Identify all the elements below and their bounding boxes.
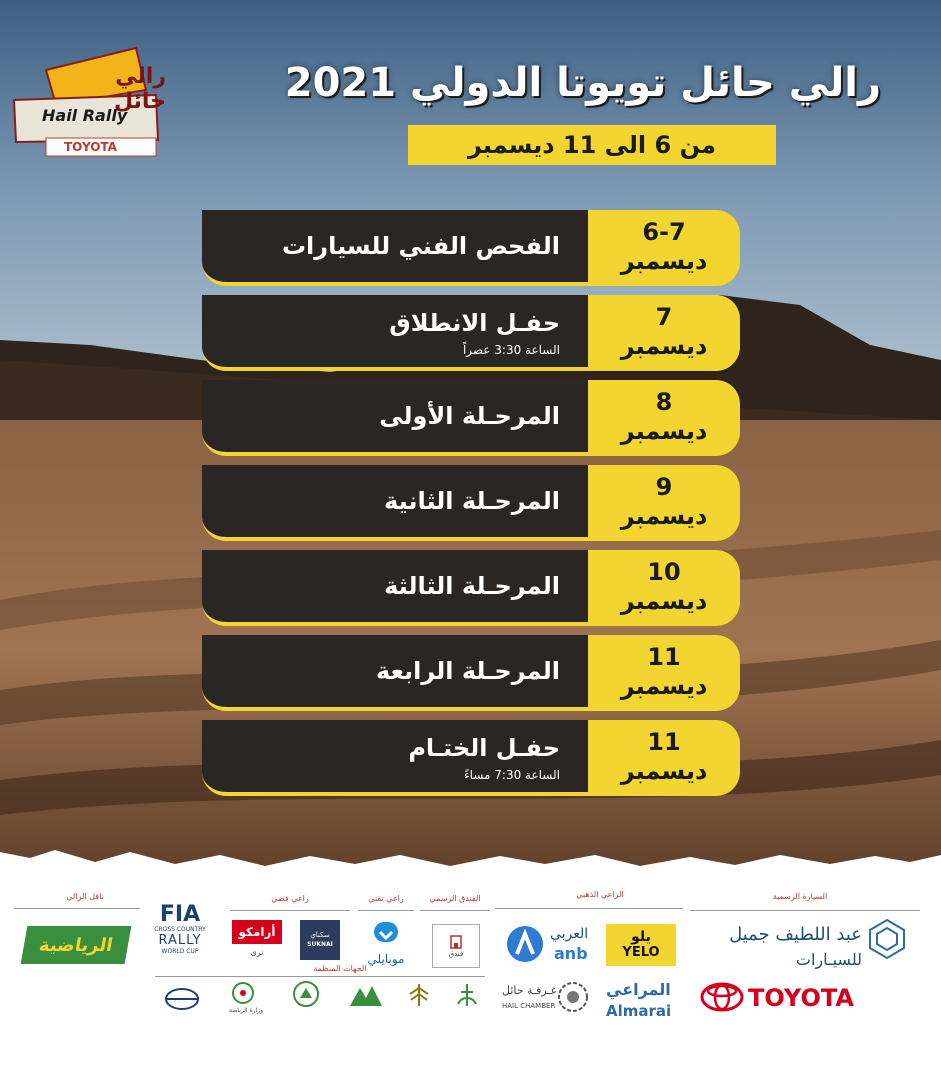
ministry-icon <box>230 980 256 1006</box>
divider <box>155 976 485 977</box>
divider <box>495 908 683 909</box>
organizers-label: الجهات المنظمة <box>313 964 367 973</box>
event-bar <box>202 550 592 626</box>
divider <box>358 910 414 911</box>
event-bar <box>202 380 592 456</box>
sukna-en: SUKNAI <box>307 941 333 948</box>
ministry-name: وزارة الرياضة <box>228 1007 264 1014</box>
event-bar <box>202 210 592 286</box>
event-title: الفحص الفني للسيارات <box>281 232 560 260</box>
event-day: 9 <box>655 473 673 501</box>
logo-main-text: رالي حائل <box>113 64 166 114</box>
hotel-icon <box>448 934 464 950</box>
aramco-sponsor-logo <box>232 920 282 944</box>
broadcaster-name: الرياضية <box>37 934 115 956</box>
fia-logo <box>150 904 210 964</box>
event-bar <box>202 720 592 796</box>
event-month: ديسمبر <box>620 672 708 700</box>
divider <box>14 908 140 909</box>
development-authority-icon <box>348 982 384 1008</box>
tech-sponsor-label: راعي تقني <box>368 894 404 903</box>
broadcaster-label: ناقل الرالي <box>66 892 104 901</box>
hail-region-icon <box>404 980 434 1010</box>
event-title: المرحـلة الأولى <box>379 402 560 430</box>
mobily-name: موبايلي <box>367 952 405 966</box>
aramco-text: أرامكو <box>238 925 276 939</box>
yelo-en: YELO <box>622 945 660 960</box>
date-tag <box>588 380 740 456</box>
schedule-row <box>202 295 740 371</box>
event-day: 6-7 <box>642 218 686 246</box>
date-tag <box>588 465 740 541</box>
sukna-logo <box>300 920 340 960</box>
page-title: رالي حائل تويوتا الدولي 2021 <box>284 60 881 106</box>
silver-sponsor-label: راعي فضي <box>271 894 309 903</box>
toyota-emblem-icon <box>700 982 744 1012</box>
fia-line2: RALLY <box>158 933 202 948</box>
alj-name: عبد اللطيف جميل <box>729 924 862 945</box>
schedule-row <box>202 720 740 796</box>
motorsport-federation-icon <box>292 980 320 1008</box>
fia-line1: CROSS COUNTRY <box>154 926 206 933</box>
event-title: حفـل الانطلاق <box>389 309 560 337</box>
event-month: ديسمبر <box>620 757 708 785</box>
sponsors-strip <box>0 880 941 1080</box>
schedule-row <box>202 380 740 456</box>
sukna-ar: سكناي <box>310 931 330 939</box>
alj-logo-icon <box>866 918 908 960</box>
silver-sub-name: نرى <box>250 948 264 957</box>
almarai-ar: المراعي <box>606 980 671 999</box>
yelo-ar: يلو <box>631 929 651 945</box>
event-month: ديسمبر <box>620 417 708 445</box>
date-tag <box>588 550 740 626</box>
hotel-label: الفندق الرسمي <box>429 894 481 903</box>
event-bar <box>202 295 592 371</box>
hotel-logo <box>432 924 480 968</box>
date-range-banner: من 6 الى 11 ديسمبر <box>408 125 776 165</box>
logo-brand-text: TOYOTA <box>64 140 117 154</box>
schedule-row <box>202 210 740 286</box>
automobile-club-icon <box>162 986 202 1012</box>
broadcaster-logo <box>21 926 132 964</box>
hail-chamber-en: HAIL CHAMBER <box>502 1002 556 1010</box>
event-time: الساعة 3:30 عصراً <box>462 343 560 357</box>
divider <box>690 910 920 911</box>
almarai-en: Almarai <box>606 1002 672 1020</box>
divider <box>420 910 490 911</box>
hail-chamber-icon <box>556 980 590 1014</box>
toyota-wordmark: TOYOTA <box>748 984 854 1012</box>
event-title: حفـل الختـام <box>408 734 560 762</box>
alj-subtitle: للسيـارات <box>795 950 862 969</box>
event-title: المرحـلة الرابعة <box>376 657 560 685</box>
yelo-logo <box>606 924 676 966</box>
hail-municipality-icon <box>452 980 482 1010</box>
schedule-row <box>202 550 740 626</box>
event-month: ديسمبر <box>620 502 708 530</box>
anb-en: anb <box>554 944 588 963</box>
fia-line3: WORLD CUP <box>161 948 199 955</box>
event-day: 10 <box>647 558 681 586</box>
mobily-icon <box>370 918 402 948</box>
schedule-row <box>202 465 740 541</box>
anb-icon <box>505 924 545 964</box>
event-day: 11 <box>647 643 681 671</box>
event-bar <box>202 635 592 711</box>
fia-name: FIA <box>159 902 201 927</box>
hotel-name: فندق <box>448 950 464 958</box>
gold-sponsor-label: الراعي الذهبي <box>576 890 624 899</box>
event-day: 7 <box>655 303 673 331</box>
event-day: 11 <box>647 728 681 756</box>
schedule-row <box>202 635 740 711</box>
event-month: ديسمبر <box>620 247 708 275</box>
date-tag <box>588 295 740 371</box>
anb-ar: العربي <box>550 926 589 942</box>
divider <box>230 910 350 911</box>
hail-rally-logo <box>6 30 166 160</box>
event-time: الساعة 7:30 مساءً <box>464 768 560 782</box>
date-tag <box>588 635 740 711</box>
date-tag <box>588 720 740 796</box>
event-month: ديسمبر <box>620 332 708 360</box>
event-title: المرحـلة الثالثة <box>384 572 560 600</box>
event-day: 8 <box>655 388 673 416</box>
official-car-label: السيارة الرسمية <box>772 892 828 901</box>
hail-chamber-ar: غـرفـة حائل <box>502 984 557 997</box>
event-title: المرحـلة الثانية <box>384 487 560 515</box>
logo-english-text: Hail Rally <box>42 106 128 125</box>
date-tag <box>588 210 740 286</box>
event-month: ديسمبر <box>620 587 708 615</box>
event-bar <box>202 465 592 541</box>
